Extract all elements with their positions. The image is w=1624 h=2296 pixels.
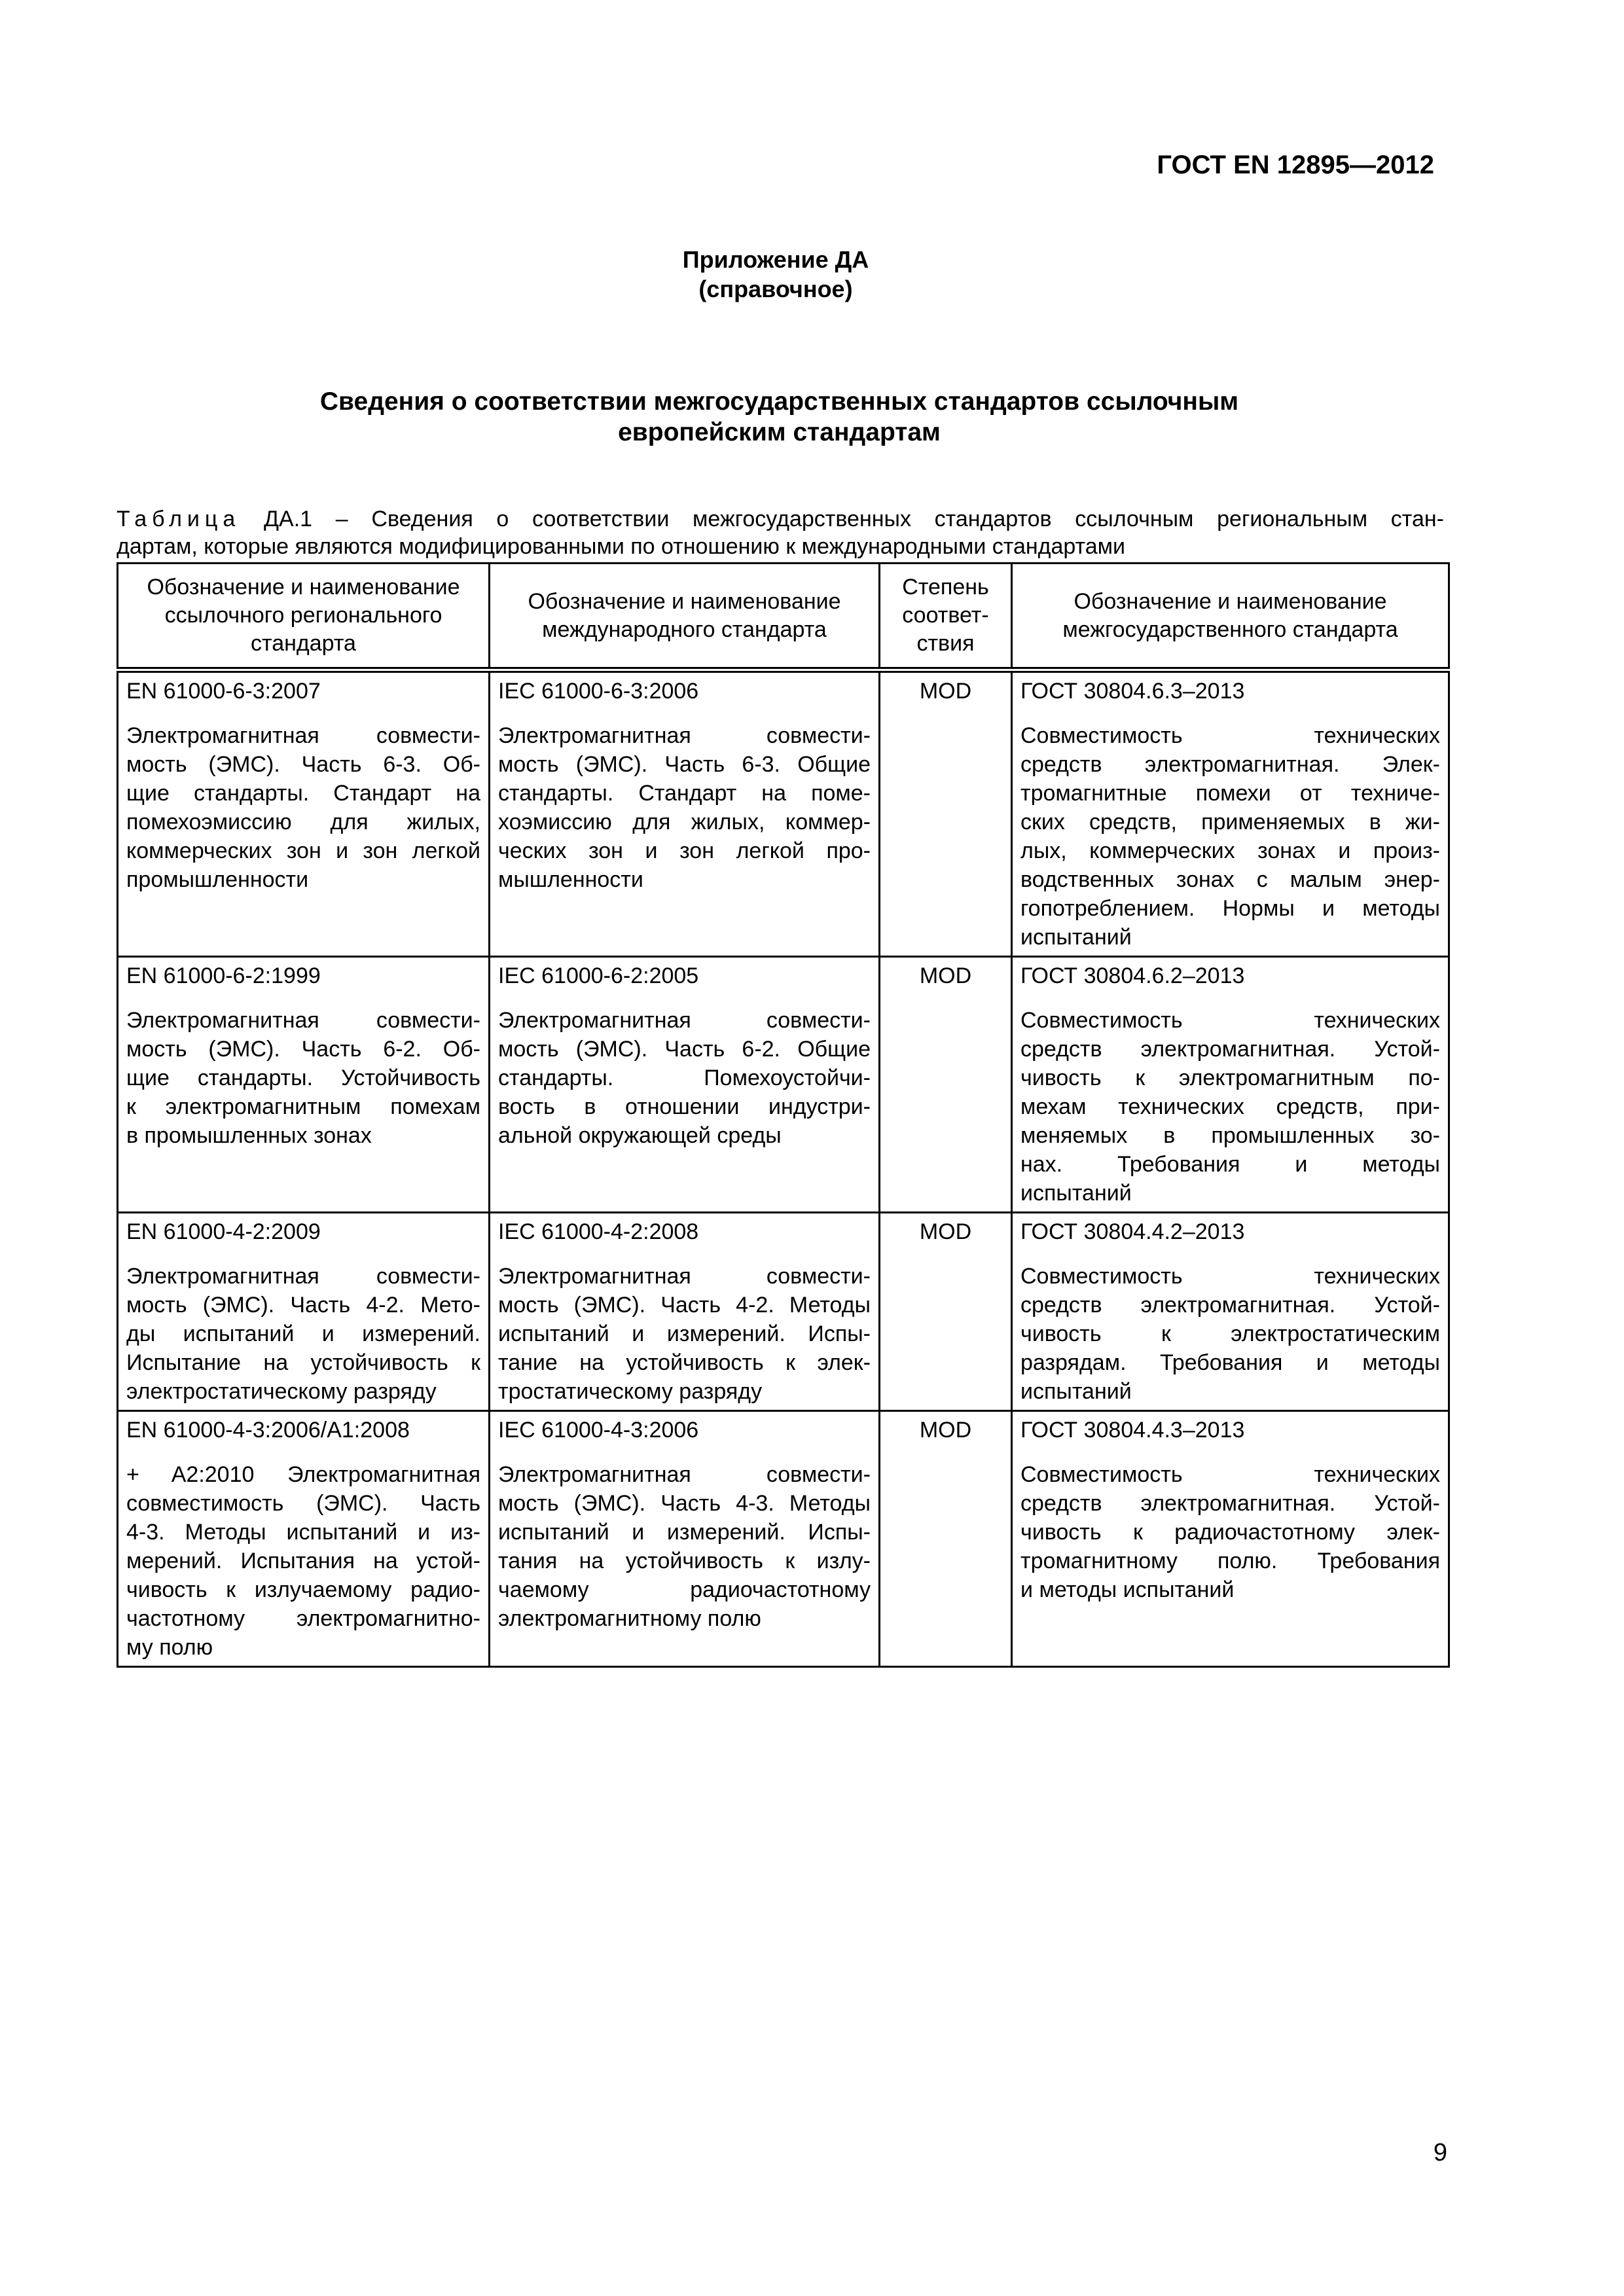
text-line: мость (ЭМС). Часть 4-2. Методы xyxy=(498,1293,871,1318)
text-line: ды испытаний и измерений. xyxy=(126,1321,480,1346)
header-line: стандарта xyxy=(251,631,356,656)
text-line: гопотреблением. Нормы и методы xyxy=(1020,896,1440,921)
standard-code: IEC 61000-4-2:2008 xyxy=(498,1219,699,1244)
text-line: чаемому радиочастотному xyxy=(498,1577,871,1602)
text-line: Электромагнитная совмести- xyxy=(498,1462,871,1487)
caption-label: Таблица xyxy=(117,507,241,531)
text-line: мость (ЭМС). Часть 6-2. Об- xyxy=(126,1037,480,1062)
text-line: Электромагнитная совмести- xyxy=(498,1008,871,1033)
degree-value: MOD xyxy=(919,1418,972,1443)
table-row xyxy=(118,957,1449,1213)
text-line: разрядам. Требования и методы xyxy=(1020,1350,1440,1375)
header-regional-standard xyxy=(118,564,490,670)
text-line: нах. Требования и методы xyxy=(1020,1152,1440,1177)
international-standard-cell xyxy=(490,1213,880,1411)
caption-line xyxy=(117,505,1444,533)
header-international-standard xyxy=(490,564,880,670)
text-line: стандарты. Помехоустойчи- xyxy=(498,1066,871,1090)
text-line: Совместимость технических xyxy=(1020,1008,1440,1033)
standard-code: EN 61000-4-3:2006/A1:2008 xyxy=(126,1418,410,1443)
regional-standard-cell xyxy=(118,670,490,957)
text-line: и методы испытаний xyxy=(1020,1577,1235,1602)
text-line: ских средств, применяемых в жи- xyxy=(1020,810,1440,834)
text-line: чивость к электростатическим xyxy=(1020,1321,1440,1346)
interstate-standard-cell xyxy=(1012,1411,1449,1667)
text-line: тромагнитные помехи от техниче- xyxy=(1020,781,1440,806)
text-line: чивость к электромагнитным по- xyxy=(1020,1066,1440,1090)
interstate-standard-cell xyxy=(1012,1213,1449,1411)
caption-line: дартам, которые являются модифицированными по отношению к международными стандартами xyxy=(117,534,1126,559)
standard-title xyxy=(1020,721,1440,952)
standard-code: ГОСТ 30804.4.2–2013 xyxy=(1020,1219,1245,1244)
standard-title xyxy=(126,1006,480,1150)
text-line: му полю xyxy=(126,1635,213,1660)
text-line: средств электромагнитная. Устой- xyxy=(1020,1293,1440,1318)
text-line: испытаний и измерений. Испы- xyxy=(498,1321,871,1346)
header-line: Обозначение и наименование xyxy=(147,575,460,600)
standard-title xyxy=(498,721,871,894)
standard-title xyxy=(126,1460,480,1662)
degree-value: MOD xyxy=(919,963,972,988)
standard-title xyxy=(1020,1262,1440,1406)
text-line: 4-3. Методы испытаний и из- xyxy=(126,1520,480,1545)
text-line: Совместимость технических xyxy=(1020,723,1440,748)
table-header-row xyxy=(118,564,1449,670)
header-line: межгосударственного стандарта xyxy=(1062,617,1398,642)
regional-standard-cell xyxy=(118,1411,490,1667)
international-standard-cell xyxy=(490,1411,880,1667)
standard-title xyxy=(498,1006,871,1150)
standard-title xyxy=(1020,1006,1440,1208)
text-line: средств электромагнитная. Элек- xyxy=(1020,752,1440,777)
text-line: Электромагнитная совмести- xyxy=(126,1264,480,1289)
standard-code: EN 61000-6-2:1999 xyxy=(126,963,321,988)
text-line: тание на устойчивость к элек- xyxy=(498,1350,871,1375)
text-line: Электромагнитная совмести- xyxy=(498,1264,871,1289)
standard-title xyxy=(498,1262,871,1406)
text-line: совместимость (ЭМС). Часть xyxy=(126,1491,480,1516)
table-caption xyxy=(117,505,1444,560)
text-line: испытаний xyxy=(1020,1181,1132,1206)
standard-code: IEC 61000-6-3:2006 xyxy=(498,679,699,704)
text-line: в промышленных зонах xyxy=(126,1123,372,1148)
text-line: лых, коммерческих зонах и произ- xyxy=(1020,838,1440,863)
text-line: мость (ЭМС). Часть 6-2. Общие xyxy=(498,1037,871,1062)
standard-code: ГОСТ 30804.4.3–2013 xyxy=(1020,1418,1245,1443)
standard-code: EN 61000-6-3:2007 xyxy=(126,679,321,704)
text-line: испытаний xyxy=(1020,925,1132,950)
text-line: к электромагнитным помехам xyxy=(126,1094,480,1119)
text-line: Совместимость технических xyxy=(1020,1462,1440,1487)
text-line: чивость к излучаемому радио- xyxy=(126,1577,480,1602)
standard-code: IEC 61000-4-3:2006 xyxy=(498,1418,699,1443)
degree-value: MOD xyxy=(919,1219,972,1244)
interstate-standard-cell xyxy=(1012,957,1449,1213)
international-standard-cell xyxy=(490,670,880,957)
text-line: электромагнитному полю xyxy=(498,1606,761,1631)
section-title-line: европейским стандартам xyxy=(618,418,941,446)
text-line: Электромагнитная совмести- xyxy=(498,723,871,748)
text-line: тания на устойчивость к излу- xyxy=(498,1549,871,1573)
section-title-line: Сведения о соответствии межгосударственных стандартов ссылочным xyxy=(319,387,1239,416)
text-line: мость (ЭМС). Часть 4-2. Мето- xyxy=(126,1293,480,1318)
text-line: тромагнитному полю. Требования xyxy=(1020,1549,1440,1573)
header-line: международного стандарта xyxy=(542,617,827,642)
text-line: мость (ЭМС). Часть 4-3. Методы xyxy=(498,1491,871,1516)
standard-code: ГОСТ 30804.6.2–2013 xyxy=(1020,963,1245,988)
header-degree xyxy=(880,564,1012,670)
standard-title xyxy=(498,1460,871,1633)
header-line: ссылочного регионального xyxy=(164,603,442,628)
text-line: средств электромагнитная. Устой- xyxy=(1020,1491,1440,1516)
table-row xyxy=(118,1411,1449,1667)
header-line: ствия xyxy=(916,631,975,656)
header-line: соответ- xyxy=(902,603,989,628)
appendix-subtitle: (справочное) xyxy=(698,276,853,302)
text-line: помехоэмиссию для жилых, xyxy=(126,810,480,834)
header-line: Обозначение и наименование xyxy=(1074,588,1387,614)
text-line: щие стандарты. Устойчивость xyxy=(126,1066,480,1090)
page-number: 9 xyxy=(1433,2139,1447,2166)
interstate-standard-cell xyxy=(1012,670,1449,957)
text-line: испытаний xyxy=(1020,1379,1132,1404)
standards-table xyxy=(117,562,1450,1668)
text-line: меняемых в промышленных зо- xyxy=(1020,1123,1440,1148)
appendix-heading xyxy=(0,245,1551,304)
regional-standard-cell xyxy=(118,1213,490,1411)
text-line: мехам технических средств, при- xyxy=(1020,1094,1440,1119)
text-line: ческих зон и зон легкой про- xyxy=(498,838,871,863)
text-line: чивость к радиочастотному элек- xyxy=(1020,1520,1440,1545)
degree-cell xyxy=(880,957,1012,1213)
text-line: промышленности xyxy=(126,867,309,892)
text-line: вость в отношении индустри- xyxy=(498,1094,871,1119)
text-line: Электромагнитная совмести- xyxy=(126,723,480,748)
text-line: щие стандарты. Стандарт на xyxy=(126,781,480,806)
text-line: мерений. Испытания на устой- xyxy=(126,1549,480,1573)
text-line: электростатическому разряду xyxy=(126,1379,437,1404)
standard-title xyxy=(126,1262,480,1406)
standard-code: ГОСТ 30804.6.3–2013 xyxy=(1020,679,1245,704)
text-line: мышленности xyxy=(498,867,643,892)
appendix-title: Приложение ДА xyxy=(682,246,869,273)
section-title xyxy=(0,386,1559,448)
table-row xyxy=(118,670,1449,957)
text-line: испытаний и измерений. Испы- xyxy=(498,1520,871,1545)
table-row xyxy=(118,1213,1449,1411)
text-line: хоэмиссию для жилых, коммер- xyxy=(498,810,871,834)
text-line: тростатическому разряду xyxy=(498,1379,763,1404)
table-body xyxy=(118,670,1449,1667)
degree-cell xyxy=(880,670,1012,957)
text-line: стандарты. Стандарт на поме- xyxy=(498,781,871,806)
text-line: + A2:2010 Электромагнитная xyxy=(126,1462,480,1487)
text-line: Испытание на устойчивость к xyxy=(126,1350,480,1375)
standard-title xyxy=(1020,1460,1440,1604)
standard-code: EN 61000-4-2:2009 xyxy=(126,1219,321,1244)
header-interstate-standard xyxy=(1012,564,1449,670)
text-line: Совместимость технических xyxy=(1020,1264,1440,1289)
text-line: коммерческих зон и зон легкой xyxy=(126,838,480,863)
header-line: Степень xyxy=(902,575,989,600)
standard-code: IEC 61000-6-2:2005 xyxy=(498,963,699,988)
caption-text: ДА.1 – Сведения о соответствии межгосударственных стандартов ссылочным региональным стан- xyxy=(240,507,1444,531)
standard-title xyxy=(126,721,480,894)
text-line: средств электромагнитная. Устой- xyxy=(1020,1037,1440,1062)
document-code: ГОСТ EN 12895—2012 xyxy=(1157,151,1434,179)
header-line: Обозначение и наименование xyxy=(528,588,841,614)
text-line: мость (ЭМС). Часть 6-3. Общие xyxy=(498,752,871,777)
international-standard-cell xyxy=(490,957,880,1213)
text-line: мость (ЭМС). Часть 6-3. Об- xyxy=(126,752,480,777)
text-line: альной окружающей среды xyxy=(498,1123,782,1148)
text-line: частотному электромагнитно- xyxy=(126,1606,480,1631)
regional-standard-cell xyxy=(118,957,490,1213)
degree-value: MOD xyxy=(919,679,972,704)
text-line: водственных зонах с малым энер- xyxy=(1020,867,1440,892)
degree-cell xyxy=(880,1213,1012,1411)
degree-cell xyxy=(880,1411,1012,1667)
text-line: Электромагнитная совмести- xyxy=(126,1008,480,1033)
